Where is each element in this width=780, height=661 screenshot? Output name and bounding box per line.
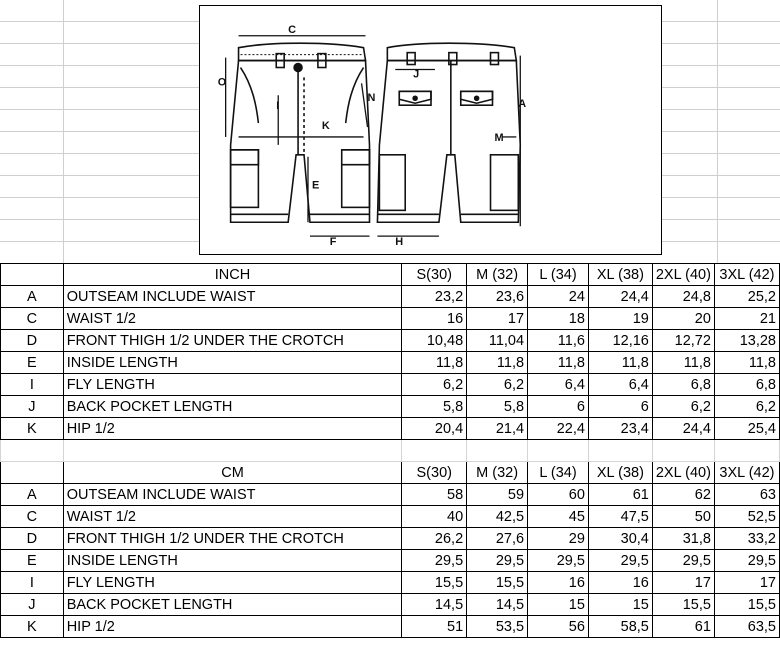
measurement-value: 45 [528, 506, 589, 528]
table-row [1, 396, 780, 418]
measurement-value: 6,8 [714, 374, 779, 396]
label-n: N [367, 92, 376, 105]
blank-cell [652, 440, 714, 462]
measurement-value: 31,8 [652, 528, 714, 550]
size-chart-table [0, 263, 780, 638]
measurement-value: 15,5 [652, 594, 714, 616]
measurement-label: FRONT THIGH 1/2 UNDER THE CROTCH [63, 528, 402, 550]
size-header: L (34) [528, 462, 589, 484]
measurement-label: BACK POCKET LENGTH [63, 396, 402, 418]
label-i: I [276, 100, 280, 113]
measurement-value: 24,4 [588, 286, 652, 308]
label-k: K [321, 120, 330, 133]
measurement-value: 22,4 [528, 418, 589, 440]
measurement-value: 15,5 [714, 594, 779, 616]
table-row [1, 550, 780, 572]
measurement-label: WAIST 1/2 [63, 308, 402, 330]
table-row [1, 616, 780, 638]
cm-header-row [1, 462, 780, 484]
inch-header-row [1, 264, 780, 286]
measurement-value: 18 [528, 308, 589, 330]
measurement-value: 23,6 [467, 286, 528, 308]
measurement-value: 15 [588, 594, 652, 616]
measurement-code: A [1, 286, 64, 308]
measurement-value: 11,8 [652, 352, 714, 374]
measurement-label: FLY LENGTH [63, 374, 402, 396]
label-j: J [413, 68, 420, 81]
measurement-value: 29,5 [588, 550, 652, 572]
label-e: E [311, 179, 320, 192]
shorts-front-drawing [231, 43, 370, 222]
measurement-value: 29,5 [467, 550, 528, 572]
measurement-value: 11,8 [714, 352, 779, 374]
measurement-value: 13,28 [714, 330, 779, 352]
measurement-value: 30,4 [588, 528, 652, 550]
measurement-value: 14,5 [402, 594, 467, 616]
blank-cell [714, 440, 779, 462]
measurement-value: 21 [714, 308, 779, 330]
measurement-value: 61 [652, 616, 714, 638]
measurement-value: 12,72 [652, 330, 714, 352]
measurement-value: 58 [402, 484, 467, 506]
measurement-value: 11,8 [467, 352, 528, 374]
measurement-value: 19 [588, 308, 652, 330]
measurement-value: 62 [652, 484, 714, 506]
measurement-value: 15,5 [402, 572, 467, 594]
size-header: 3XL (42) [714, 462, 779, 484]
header-code-cell [1, 264, 64, 286]
label-f: F [329, 236, 337, 249]
measurement-value: 56 [528, 616, 589, 638]
measurement-value: 12,16 [588, 330, 652, 352]
table-row [1, 374, 780, 396]
measurement-label: INSIDE LENGTH [63, 550, 402, 572]
measurement-value: 6,4 [528, 374, 589, 396]
measurement-value: 6,8 [652, 374, 714, 396]
measurement-value: 60 [528, 484, 589, 506]
blank-cell [528, 440, 589, 462]
measurement-value: 51 [402, 616, 467, 638]
measurement-value: 52,5 [714, 506, 779, 528]
measurement-value: 11,8 [528, 352, 589, 374]
size-header: S(30) [402, 264, 467, 286]
measurement-label: OUTSEAM INCLUDE WAIST [63, 484, 402, 506]
table-row [1, 484, 780, 506]
measurement-value: 11,8 [402, 352, 467, 374]
measurement-code: K [1, 616, 64, 638]
table-row [1, 352, 780, 374]
table-row [1, 572, 780, 594]
measurement-label: OUTSEAM INCLUDE WAIST [63, 286, 402, 308]
unit-title: INCH [63, 264, 402, 286]
table-row [1, 330, 780, 352]
header-code-cell [1, 462, 64, 484]
measurement-code: K [1, 418, 64, 440]
size-header: S(30) [402, 462, 467, 484]
measurement-code: D [1, 528, 64, 550]
measurement-value: 29,5 [528, 550, 589, 572]
measurement-value: 25,2 [714, 286, 779, 308]
measurement-code: A [1, 484, 64, 506]
measurement-value: 50 [652, 506, 714, 528]
measurement-value: 15,5 [467, 572, 528, 594]
blank-cell [588, 440, 652, 462]
measurement-value: 10,48 [402, 330, 467, 352]
measurement-code: J [1, 396, 64, 418]
label-c: C [288, 23, 297, 36]
unit-title: CM [63, 462, 402, 484]
measurement-value: 11,6 [528, 330, 589, 352]
measurement-value: 29 [528, 528, 589, 550]
measurement-value: 6 [588, 396, 652, 418]
size-header: XL (38) [588, 264, 652, 286]
measurement-value: 26,2 [402, 528, 467, 550]
measurement-value: 6,2 [402, 374, 467, 396]
measurement-value: 47,5 [588, 506, 652, 528]
blank-cell [467, 440, 528, 462]
measurement-value: 61 [588, 484, 652, 506]
measurement-code: E [1, 550, 64, 572]
measurement-label: HIP 1/2 [63, 418, 402, 440]
measurement-value: 6,2 [467, 374, 528, 396]
measurement-value: 29,5 [714, 550, 779, 572]
measurement-code: I [1, 572, 64, 594]
size-header: 3XL (42) [714, 264, 779, 286]
measurement-code: J [1, 594, 64, 616]
measurement-value: 24,8 [652, 286, 714, 308]
table-row [1, 418, 780, 440]
label-m: M [494, 131, 504, 144]
measurement-guides [226, 36, 521, 236]
size-header: M (32) [467, 264, 528, 286]
table-row [1, 528, 780, 550]
table-row [1, 308, 780, 330]
size-header: 2XL (40) [652, 462, 714, 484]
measurement-value: 6 [528, 396, 589, 418]
measurement-code: E [1, 352, 64, 374]
measurement-value: 20,4 [402, 418, 467, 440]
measurement-value: 23,4 [588, 418, 652, 440]
measurement-value: 17 [652, 572, 714, 594]
size-header: L (34) [528, 264, 589, 286]
measurement-value: 17 [467, 308, 528, 330]
table-row [1, 506, 780, 528]
measurement-value: 23,2 [402, 286, 467, 308]
measurement-value: 20 [652, 308, 714, 330]
measurement-value: 63,5 [714, 616, 779, 638]
measurement-code: C [1, 506, 64, 528]
measurement-value: 11,8 [588, 352, 652, 374]
measurement-label: FRONT THIGH 1/2 UNDER THE CROTCH [63, 330, 402, 352]
label-o: O [217, 76, 227, 89]
measurement-code: D [1, 330, 64, 352]
measurement-value: 5,8 [402, 396, 467, 418]
measurement-label: BACK POCKET LENGTH [63, 594, 402, 616]
measurement-value: 24,4 [652, 418, 714, 440]
blank-cell [1, 440, 64, 462]
measurement-value: 6,4 [588, 374, 652, 396]
blank-cell [402, 440, 467, 462]
measurement-value: 40 [402, 506, 467, 528]
measurement-value: 15 [528, 594, 589, 616]
size-header: XL (38) [588, 462, 652, 484]
measurement-code: C [1, 308, 64, 330]
measurement-value: 21,4 [467, 418, 528, 440]
measurement-value: 29,5 [652, 550, 714, 572]
measurement-value: 29,5 [402, 550, 467, 572]
table-row [1, 286, 780, 308]
label-h: H [395, 236, 404, 249]
blank-cell [63, 440, 402, 462]
measurement-value: 16 [528, 572, 589, 594]
label-a: A [518, 98, 527, 111]
measurement-value: 5,8 [467, 396, 528, 418]
measurement-value: 42,5 [467, 506, 528, 528]
measurement-label: HIP 1/2 [63, 616, 402, 638]
measurement-value: 63 [714, 484, 779, 506]
measurement-value: 6,2 [714, 396, 779, 418]
measurement-value: 14,5 [467, 594, 528, 616]
blank-row [1, 440, 780, 462]
measurement-value: 6,2 [652, 396, 714, 418]
table-row [1, 594, 780, 616]
shorts-measurement-diagram [199, 5, 662, 255]
size-header: 2XL (40) [652, 264, 714, 286]
measurement-value: 33,2 [714, 528, 779, 550]
measurement-value: 16 [402, 308, 467, 330]
measurement-value: 11,04 [467, 330, 528, 352]
measurement-code: I [1, 374, 64, 396]
measurement-value: 24 [528, 286, 589, 308]
measurement-value: 58,5 [588, 616, 652, 638]
size-header: M (32) [467, 462, 528, 484]
measurement-label: WAIST 1/2 [63, 506, 402, 528]
measurement-value: 17 [714, 572, 779, 594]
measurement-value: 27,6 [467, 528, 528, 550]
measurement-value: 16 [588, 572, 652, 594]
measurement-value: 53,5 [467, 616, 528, 638]
measurement-value: 25,4 [714, 418, 779, 440]
measurement-value: 59 [467, 484, 528, 506]
measurement-label: INSIDE LENGTH [63, 352, 402, 374]
measurement-label: FLY LENGTH [63, 572, 402, 594]
